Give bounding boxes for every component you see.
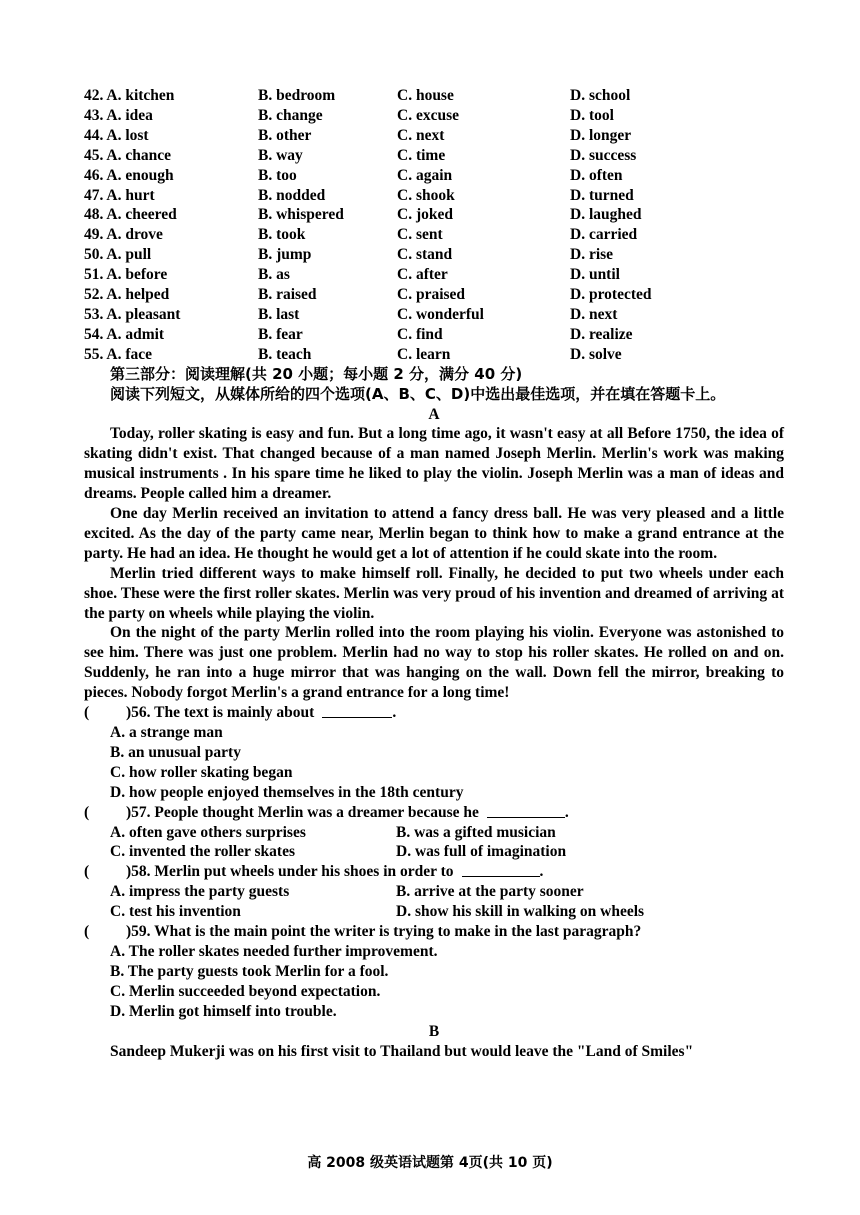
option-row (84, 305, 784, 325)
option-a: 51. A. before (84, 266, 168, 284)
question-stem: )57. People thought Merlin was a dreamer because he (126, 803, 479, 821)
option-a: 43. A. idea (84, 106, 153, 124)
option-a: 55. A. face (84, 345, 153, 363)
option-b: B. bedroom (258, 87, 336, 104)
option-b: B. whispered (258, 206, 344, 224)
question-stem: )56. The text is mainly about (126, 704, 315, 722)
choice: A. a strange man (110, 724, 223, 741)
option-row (84, 345, 784, 365)
option-a: 50. A. pull (84, 246, 152, 264)
answer-bracket: ( (84, 923, 90, 941)
option-a: 46. A. enough (84, 166, 174, 184)
option-c: C. stand (397, 246, 453, 264)
option-row (84, 285, 784, 305)
option-row (84, 146, 784, 166)
option-b: B. as (258, 266, 290, 284)
option-b: B. fear (258, 325, 303, 343)
option-a: 42. A. kitchen (84, 87, 175, 104)
section-instruction: 阅读下列短文，从媒体所给的四个选项(A、B、C、D)中选出最佳选项，并在填在答题卡上。 (110, 384, 726, 403)
choice: C. test his invention (110, 903, 241, 921)
option-c: C. praised (397, 286, 466, 304)
answer-blank (487, 803, 565, 818)
option-c: C. excuse (397, 106, 459, 124)
option-row (84, 186, 784, 206)
choice: C. how roller skating began (110, 763, 293, 781)
question-58 (84, 862, 784, 882)
option-c: C. next (397, 126, 445, 144)
option-b: B. change (258, 106, 323, 124)
option-row (84, 225, 784, 245)
option-row (84, 166, 784, 186)
option-a: 52. A. helped (84, 286, 170, 304)
option-d: D. carried (570, 226, 638, 244)
option-b: B. teach (258, 345, 312, 363)
choices-59 (84, 942, 784, 1022)
option-d: D. until (570, 266, 620, 284)
option-b: B. other (258, 126, 312, 144)
option-b: B. last (258, 305, 300, 323)
option-d: D. realize (570, 325, 633, 343)
choices-57 (84, 823, 784, 863)
option-d: D. laughed (570, 206, 642, 224)
option-a: 53. A. pleasant (84, 305, 181, 323)
option-row (84, 205, 784, 225)
option-a: 47. A. hurt (84, 186, 155, 204)
question-57 (84, 803, 784, 823)
option-d: D. success (570, 146, 637, 164)
passage-paragraph: Merlin tried different ways to make himself roll. Finally, he decided to put two wheels under each shoe. These were the first roller skates. Merlin was very proud of his invention and dreamed of arriving at the party on wheels while playing the violin. (84, 564, 784, 622)
option-d: D. longer (570, 126, 632, 144)
option-c: C. sent (397, 226, 443, 244)
choice: D. Merlin got himself into trouble. (110, 1002, 337, 1020)
question-59 (84, 922, 784, 942)
option-b: B. nodded (258, 186, 326, 204)
choice: B. arrive at the party sooner (396, 883, 584, 901)
question-end: . (564, 803, 569, 821)
choice: A. impress the party guests (110, 883, 290, 901)
answer-bracket: ( (84, 803, 90, 821)
answer-bracket: ( (84, 863, 90, 881)
option-row (84, 245, 784, 265)
option-b: B. way (258, 146, 303, 164)
option-d: D. solve (570, 345, 622, 363)
option-c: C. after (397, 266, 448, 284)
choice: C. invented the roller skates (110, 843, 295, 861)
option-row (84, 86, 784, 106)
section-heading: 第三部分：阅读理解(共 20 小题；每小题 2 分，满分 40 分) (110, 364, 523, 383)
option-d: D. turned (570, 186, 634, 204)
option-b: B. raised (258, 286, 317, 304)
option-d: D. tool (570, 106, 614, 124)
question-end: . (392, 704, 397, 722)
answer-bracket: ( (84, 704, 90, 722)
passage-b-first-line: Sandeep Mukerji was on his first visit to Thailand but would leave the "Land of Smiles" (110, 1042, 694, 1060)
option-c: C. shook (397, 186, 455, 204)
choice: C. Merlin succeeded beyond expectation. (110, 982, 381, 1000)
passage-paragraph: On the night of the party Merlin rolled into the room playing his violin. Everyone was astonished to see him. There was just one problem. Merlin had no way to stop his roller skates. He rolled on and on. Suddenly, he ran into a huge mirror that was hanging on the wall. Down fell the mirror, breaking to pieces. Nobody forgot Merlin's a grand entrance for a long time! (84, 624, 784, 702)
option-d: D. rise (570, 246, 614, 264)
option-d: D. next (570, 305, 618, 323)
question-stem: )58. Merlin put wheels under his shoes in order to (126, 863, 454, 881)
question-end: . (539, 863, 544, 881)
option-c: C. joked (397, 206, 453, 224)
option-row (84, 126, 784, 146)
choice: D. how people enjoyed themselves in the 18th century (110, 783, 464, 801)
choice: A. The roller skates needed further improvement. (110, 942, 438, 960)
option-row (84, 265, 784, 285)
page-footer: 高 2008 级英语试题第 4页(共 10 页) (307, 1155, 553, 1171)
choice: D. show his skill in walking on wheels (396, 903, 645, 921)
option-a: 48. A. cheered (84, 206, 177, 224)
option-row (84, 325, 784, 345)
option-c: C. learn (397, 345, 451, 363)
option-c: C. house (397, 87, 454, 104)
option-row (84, 106, 784, 126)
option-a: 49. A. drove (84, 226, 163, 244)
answer-blank (322, 703, 392, 718)
question-stem: )59. What is the main point the writer is trying to make in the last paragraph? (126, 923, 642, 941)
option-b: B. jump (258, 246, 312, 264)
choices-56 (84, 723, 784, 803)
option-a: 44. A. lost (84, 126, 149, 144)
passage-paragraph: One day Merlin received an invitation to attend a fancy dress ball. He was very pleased and a little excited. As the day of the party came near, Merlin began to think how to make a grand entrance at the party. He had an idea. He thought he would get a lot of attention if he could skate into the room. (84, 505, 784, 562)
passage-b-label: B (428, 1022, 440, 1040)
answer-blank (462, 862, 540, 877)
choice: B. an unusual party (110, 743, 241, 761)
option-d: D. often (570, 166, 623, 184)
vocab-options-table (84, 86, 784, 365)
choice: D. was full of imagination (396, 843, 567, 861)
option-c: C. again (397, 166, 453, 184)
option-a: 45. A. chance (84, 146, 171, 164)
option-b: B. too (258, 166, 297, 184)
passage-paragraph: Today, roller skating is easy and fun. But a long time ago, it wasn't easy at all Before 1750, the idea of skating didn't exist. That changed because of a man named Joseph Merlin. Merlin's work was making musical instruments . In his spare time he liked to play the violin. Joseph Merlin was a man of ideas and dreams. People called him a dreamer. (84, 425, 784, 503)
option-c: C. time (397, 146, 446, 164)
passage-a-label: A (428, 405, 440, 423)
option-a: 54. A. admit (84, 325, 165, 343)
option-c: C. find (397, 325, 443, 343)
option-c: C. wonderful (397, 305, 484, 323)
option-d: D. school (570, 87, 631, 104)
exam-page (84, 86, 784, 1061)
option-d: D. protected (570, 286, 652, 304)
choice: B. was a gifted musician (396, 823, 556, 841)
choice: A. often gave others surprises (110, 823, 306, 841)
question-56 (84, 703, 784, 723)
choices-58 (84, 882, 784, 922)
option-b: B. took (258, 226, 306, 244)
choice: B. The party guests took Merlin for a fool. (110, 962, 389, 980)
